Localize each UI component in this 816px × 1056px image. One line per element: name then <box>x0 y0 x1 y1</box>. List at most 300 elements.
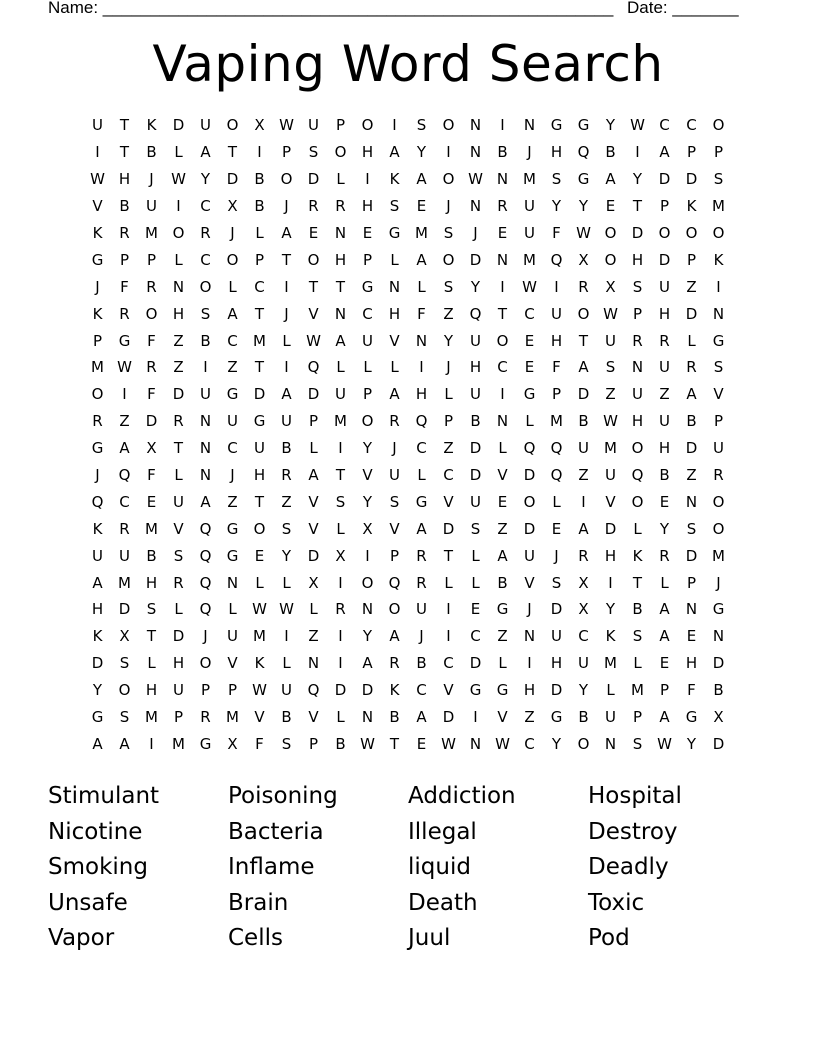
grid-letter: T <box>443 546 454 565</box>
grid-letter: U <box>254 439 265 458</box>
word-list-item: Stimulant <box>48 783 160 809</box>
grid-letter: A <box>659 143 670 162</box>
grid-letter: K <box>632 546 643 565</box>
grid-letter: C <box>524 734 535 753</box>
word-list-item: Hospital <box>588 783 682 809</box>
grid-letter: Q <box>199 600 212 619</box>
grid-letter: S <box>551 573 562 592</box>
grid-letter: I <box>716 277 721 296</box>
grid-letter: N <box>226 573 239 592</box>
grid-letter: S <box>632 627 643 646</box>
grid-letter: P <box>92 331 103 350</box>
grid-letter: L <box>174 466 183 485</box>
grid-letter: T <box>308 277 319 296</box>
word-list-item: Toxic <box>588 889 645 916</box>
grid-letter: R <box>389 412 400 431</box>
grid-letter: A <box>362 654 373 673</box>
grid-letter: P <box>713 412 724 431</box>
grid-letter: G <box>91 708 104 727</box>
grid-letter: R <box>173 412 184 431</box>
grid-letter: E <box>308 224 319 242</box>
grid-letter: L <box>498 439 507 458</box>
grid-letter: L <box>255 573 264 592</box>
grid-letter: Z <box>659 385 670 404</box>
grid-letter: N <box>334 304 347 323</box>
grid-letter: A <box>308 466 319 485</box>
grid-letter: M <box>91 358 104 377</box>
grid-letter: I <box>446 600 451 619</box>
grid-letter: W <box>576 224 591 242</box>
grid-letter: G <box>199 734 212 753</box>
grid-letter: L <box>390 358 399 377</box>
grid-letter: N <box>685 492 698 511</box>
grid-letter: Y <box>416 143 427 162</box>
grid-letter: J <box>473 224 478 242</box>
grid-letter: U <box>605 708 616 727</box>
word-list-item: Brain <box>228 889 289 916</box>
grid-letter: Q <box>415 412 428 431</box>
grid-letter: M <box>172 734 185 753</box>
grid-letter: N <box>712 627 725 646</box>
grid-letter: D <box>307 546 320 565</box>
grid-letter: W <box>603 304 618 323</box>
grid-letter: D <box>550 600 563 619</box>
grid-letter: L <box>282 654 291 673</box>
grid-letter: D <box>145 412 158 431</box>
grid-letter: N <box>631 358 644 377</box>
grid-letter: I <box>203 358 208 377</box>
grid-letter: P <box>632 708 643 727</box>
grid-letter: U <box>227 412 238 431</box>
grid-letter: D <box>172 385 185 404</box>
grid-letter: U <box>281 412 292 431</box>
grid-letter: R <box>119 304 130 323</box>
grid-letter: S <box>389 197 400 216</box>
grid-letter: R <box>659 331 670 350</box>
grid-letter: S <box>200 304 211 323</box>
grid-letter: B <box>497 143 508 162</box>
grid-row <box>84 488 732 515</box>
grid-letter: G <box>523 385 536 404</box>
grid-letter: O <box>685 224 698 242</box>
word-list-item: Bacteria <box>228 818 324 845</box>
grid-letter: E <box>254 546 265 565</box>
grid-letter: U <box>470 331 481 350</box>
grid-letter: W <box>495 734 510 753</box>
grid-letter: Y <box>605 116 616 135</box>
grid-letter: K <box>254 654 265 673</box>
grid-letter: N <box>469 116 482 135</box>
grid-letter: G <box>226 385 239 404</box>
grid-letter: I <box>581 492 586 511</box>
grid-letter: B <box>281 439 292 458</box>
grid-letter: H <box>685 654 698 673</box>
grid-letter: Z <box>281 492 292 511</box>
grid-letter: L <box>552 492 561 511</box>
grid-letter: Q <box>550 250 563 269</box>
grid-letter: I <box>95 143 100 162</box>
grid-letter: K <box>92 519 103 538</box>
grid-letter: C <box>119 492 130 511</box>
grid-letter: X <box>146 439 157 458</box>
grid-letter: E <box>470 600 481 619</box>
grid-letter: J <box>419 627 424 646</box>
grid-row <box>84 677 732 704</box>
grid-letter: I <box>500 277 505 296</box>
grid-letter: H <box>523 681 536 700</box>
grid-letter: T <box>335 466 346 485</box>
grid-letter: I <box>338 439 343 458</box>
grid-letter: J <box>527 143 532 162</box>
grid-letter: S <box>119 654 130 673</box>
grid-letter: L <box>390 250 399 269</box>
grid-letter: L <box>174 250 183 269</box>
grid-letter: Q <box>577 143 590 162</box>
grid-letter: M <box>145 224 158 242</box>
grid-letter: U <box>578 439 589 458</box>
grid-letter: G <box>388 224 401 242</box>
word-list-item: Pod <box>588 925 630 951</box>
word-list-item: Vapor <box>48 925 115 951</box>
grid-letter: B <box>200 331 211 350</box>
grid-letter: D <box>253 385 266 404</box>
grid-letter: U <box>659 277 670 296</box>
grid-letter: B <box>470 412 481 431</box>
grid-letter: E <box>551 519 562 538</box>
grid-letter: S <box>119 708 130 727</box>
grid-letter: H <box>631 412 644 431</box>
grid-letter: N <box>361 600 374 619</box>
grid-letter: Y <box>686 734 697 753</box>
grid-letter: E <box>524 358 535 377</box>
grid-letter: G <box>469 681 482 700</box>
grid-letter: D <box>172 627 185 646</box>
grid-letter: D <box>523 466 536 485</box>
word-list-item: Addiction <box>408 783 516 809</box>
grid-letter: V <box>389 331 400 350</box>
grid-letter: G <box>712 331 725 350</box>
grid-letter: R <box>146 358 157 377</box>
grid-letter: E <box>146 492 157 511</box>
grid-letter: N <box>361 708 374 727</box>
grid-letter: U <box>551 627 562 646</box>
grid-letter: O <box>226 116 239 135</box>
grid-letter: Z <box>497 519 508 538</box>
grid-letter: M <box>604 654 617 673</box>
grid-letter: Y <box>578 197 589 216</box>
grid-letter: M <box>253 331 266 350</box>
grid-letter: D <box>631 224 644 242</box>
grid-letter: U <box>92 546 103 565</box>
grid-letter: X <box>227 197 238 216</box>
grid-letter: O <box>199 277 212 296</box>
grid-letter: O <box>712 492 725 511</box>
grid-letter: W <box>522 277 537 296</box>
grid-letter: I <box>122 385 127 404</box>
grid-letter: H <box>388 304 401 323</box>
grid-letter: Z <box>227 358 238 377</box>
grid-letter: C <box>470 627 481 646</box>
grid-letter: M <box>253 627 266 646</box>
grid-letter: F <box>552 224 561 242</box>
grid-letter: N <box>388 277 401 296</box>
grid-letter: G <box>361 277 374 296</box>
grid-letter: P <box>551 385 562 404</box>
grid-letter: T <box>389 734 400 753</box>
grid-letter: U <box>659 358 670 377</box>
grid-letter: K <box>389 170 400 189</box>
grid-letter: B <box>254 197 265 216</box>
grid-letter: L <box>606 681 615 700</box>
word-list-item: Illegal <box>408 818 477 845</box>
grid-letter: Z <box>173 331 184 350</box>
grid-letter: K <box>713 250 724 269</box>
grid-letter: D <box>469 466 482 485</box>
grid-letter: D <box>550 681 563 700</box>
grid-letter: L <box>444 573 453 592</box>
grid-letter: J <box>284 304 289 323</box>
grid-letter: L <box>228 600 237 619</box>
grid-letter: J <box>392 439 397 458</box>
grid-letter: C <box>686 116 697 135</box>
grid-letter: I <box>257 143 262 162</box>
grid-letter: U <box>227 627 238 646</box>
grid-letter: A <box>92 573 103 592</box>
grid-letter: I <box>635 143 640 162</box>
grid-letter: R <box>659 546 670 565</box>
grid-letter: R <box>416 546 427 565</box>
grid-letter: O <box>361 116 374 135</box>
grid-letter: H <box>334 250 347 269</box>
grid-letter: P <box>308 412 319 431</box>
word-list-item: Cells <box>228 925 283 951</box>
grid-letter: U <box>605 331 616 350</box>
grid-letter: T <box>254 358 265 377</box>
grid-letter: O <box>631 439 644 458</box>
grid-letter: P <box>362 250 373 269</box>
grid-letter: J <box>230 466 235 485</box>
grid-letter: W <box>630 116 645 135</box>
grid-letter: L <box>417 466 426 485</box>
grid-letter: L <box>444 385 453 404</box>
grid-letter: R <box>578 546 589 565</box>
grid-letter: P <box>254 250 265 269</box>
grid-letter: X <box>254 116 265 135</box>
grid-row <box>84 300 732 327</box>
grid-letter: A <box>416 708 427 727</box>
grid-letter: A <box>281 385 292 404</box>
grid-letter: D <box>334 681 347 700</box>
grid-letter: C <box>254 277 265 296</box>
word-list <box>48 779 768 957</box>
grid-letter: G <box>91 439 104 458</box>
grid-letter: O <box>577 304 590 323</box>
word-list-item: Nicotine <box>48 818 143 845</box>
grid-letter: R <box>119 519 130 538</box>
grid-letter: D <box>658 170 671 189</box>
word-list-item: Unsafe <box>48 889 128 916</box>
grid-letter: A <box>200 492 211 511</box>
grid-letter: M <box>118 573 131 592</box>
grid-letter: W <box>279 600 294 619</box>
grid-row <box>84 596 732 623</box>
grid-letter: F <box>147 385 156 404</box>
grid-letter: O <box>91 385 104 404</box>
grid-letter: V <box>389 519 400 538</box>
grid-letter: O <box>496 331 509 350</box>
grid-letter: I <box>365 546 370 565</box>
grid-letter: X <box>119 627 130 646</box>
grid-letter: P <box>281 143 292 162</box>
grid-letter: T <box>119 143 130 162</box>
grid-letter: I <box>500 385 505 404</box>
grid-letter: A <box>200 143 211 162</box>
grid-letter: M <box>604 439 617 458</box>
grid-letter: T <box>254 492 265 511</box>
grid-letter: W <box>441 734 456 753</box>
grid-letter: R <box>713 466 724 485</box>
grid-letter: J <box>554 546 559 565</box>
grid-letter: T <box>173 439 184 458</box>
grid-letter: E <box>686 627 697 646</box>
grid-letter: P <box>686 573 697 592</box>
grid-letter: P <box>389 546 400 565</box>
grid-letter: T <box>227 143 238 162</box>
grid-letter: Q <box>388 573 401 592</box>
grid-letter: X <box>362 519 373 538</box>
grid-letter: Q <box>91 492 104 511</box>
grid-letter: Y <box>92 681 103 700</box>
grid-letter: F <box>417 304 426 323</box>
grid-letter: X <box>578 250 589 269</box>
grid-letter: J <box>230 224 235 242</box>
grid-letter: E <box>416 197 427 216</box>
grid-letter: Y <box>659 519 670 538</box>
grid-letter: P <box>632 304 643 323</box>
grid-row <box>84 381 732 408</box>
grid-letter: F <box>255 734 264 753</box>
grid-letter: L <box>174 600 183 619</box>
grid-letter: R <box>632 331 643 350</box>
grid-letter: O <box>361 573 374 592</box>
grid-row <box>84 435 732 462</box>
grid-letter: W <box>252 600 267 619</box>
grid-letter: V <box>254 708 265 727</box>
grid-letter: A <box>605 170 616 189</box>
grid-letter: U <box>173 492 184 511</box>
grid-letter: K <box>92 304 103 323</box>
grid-letter: H <box>658 304 671 323</box>
grid-letter: T <box>119 116 130 135</box>
grid-letter: Y <box>200 170 211 189</box>
grid-letter: D <box>442 519 455 538</box>
grid-letter: N <box>523 627 536 646</box>
grid-letter: E <box>524 331 535 350</box>
grid-letter: K <box>92 627 103 646</box>
grid-letter: D <box>172 116 185 135</box>
grid-letter: I <box>527 654 532 673</box>
grid-letter: D <box>118 600 131 619</box>
grid-letter: Z <box>497 627 508 646</box>
grid-letter: U <box>308 116 319 135</box>
grid-letter: S <box>443 224 454 242</box>
grid-letter: F <box>147 331 156 350</box>
grid-letter: N <box>523 116 536 135</box>
grid-letter: H <box>658 439 671 458</box>
grid-letter: R <box>335 600 346 619</box>
grid-letter: Y <box>362 439 373 458</box>
grid-letter: S <box>686 519 697 538</box>
grid-letter: X <box>335 546 346 565</box>
grid-letter: Q <box>631 466 644 485</box>
grid-row <box>84 273 732 300</box>
grid-letter: O <box>712 519 725 538</box>
grid-letter: C <box>362 304 373 323</box>
grid-letter: Y <box>551 197 562 216</box>
grid-letter: E <box>659 492 670 511</box>
grid-letter: C <box>416 681 427 700</box>
grid-letter: D <box>469 654 482 673</box>
grid-letter: P <box>200 681 211 700</box>
grid-letter: Z <box>686 466 697 485</box>
word-list-item: Poisoning <box>228 783 338 809</box>
grid-letter: M <box>523 170 536 189</box>
grid-letter: R <box>389 654 400 673</box>
grid-letter: B <box>686 412 697 431</box>
grid-letter: D <box>685 439 698 458</box>
grid-letter: J <box>527 600 532 619</box>
grid-letter: H <box>253 466 266 485</box>
grid-letter: B <box>254 170 265 189</box>
grid-letter: L <box>255 224 264 242</box>
grid-letter: K <box>146 116 157 135</box>
grid-letter: O <box>361 412 374 431</box>
grid-letter: H <box>361 143 374 162</box>
grid-letter: I <box>365 170 370 189</box>
grid-letter: U <box>659 412 670 431</box>
grid-letter: R <box>281 466 292 485</box>
grid-letter: L <box>336 519 345 538</box>
word-list-item: Inflame <box>228 854 315 880</box>
grid-letter: W <box>603 412 618 431</box>
grid-letter: S <box>308 143 319 162</box>
grid-letter: D <box>685 546 698 565</box>
grid-letter: I <box>149 734 154 753</box>
grid-letter: B <box>713 681 724 700</box>
grid-letter: O <box>145 304 158 323</box>
grid-letter: O <box>442 170 455 189</box>
grid-letter: Q <box>469 304 482 323</box>
grid-letter: A <box>416 250 427 269</box>
grid-letter: D <box>91 654 104 673</box>
grid-letter: I <box>338 627 343 646</box>
grid-letter: F <box>120 277 129 296</box>
grid-letter: L <box>336 170 345 189</box>
grid-letter: V <box>92 197 103 216</box>
grid-letter: R <box>686 358 697 377</box>
grid-letter: X <box>308 573 319 592</box>
grid-letter: L <box>660 573 669 592</box>
grid-letter: Y <box>362 627 373 646</box>
grid-letter: V <box>308 519 319 538</box>
grid-letter: U <box>632 385 643 404</box>
grid-letter: S <box>443 277 454 296</box>
grid-letter: O <box>199 654 212 673</box>
grid-row <box>84 542 732 569</box>
grid-letter: P <box>659 681 670 700</box>
grid-letter: Y <box>605 600 616 619</box>
grid-letter: S <box>281 734 292 753</box>
